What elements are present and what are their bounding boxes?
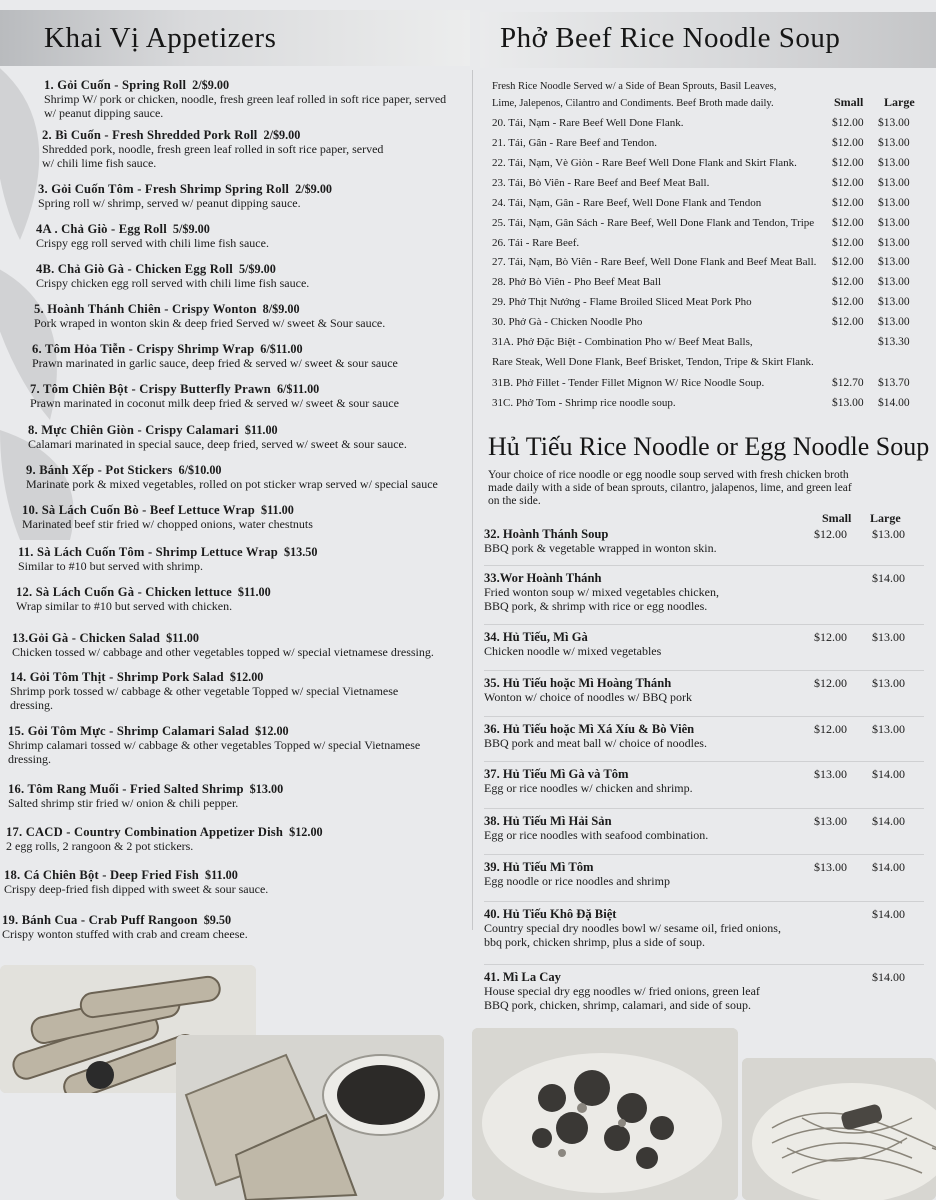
appetizer-item [44,78,446,120]
pho-large-price: $13.00 [878,117,910,129]
hu-tieu-item [484,722,924,750]
pho-large-price: $13.00 [878,137,910,149]
appetizer-description: Shrimp W/ pork or chicken, noodle, fresh green leaf rolled in soft rice paper, served [44,92,447,106]
appetizer-title: 6. Tôm Hỏa Tiễn - Crispy Shrimp Wrap [32,342,255,356]
hu-tieu-separator [484,761,924,762]
appetizer-description: Crispy egg roll served with chili lime fish sauce. [36,236,269,250]
appetizer-description: w/ peanut dipping sauce. [44,106,164,120]
appetizer-price: $11.00 [237,585,271,599]
appetizer-price: $12.00 [229,670,264,684]
hu-tieu-description: BBQ pork and meat ball w/ choice of noodles. [484,736,707,750]
appetizer-title: 4A . Chả Giò - Egg Roll [36,222,167,236]
pho-large-price: $13.00 [878,197,910,209]
appetizer-item [8,782,283,810]
pho-large-price: $13.00 [878,316,910,328]
pho-large-price: $13.00 [878,177,910,189]
noodle-illustration [742,1058,936,1200]
appetizer-price: 6/$11.00 [276,382,320,396]
hu-tieu-large-price: $14.00 [872,970,905,984]
pho-small-price: $12.00 [832,197,864,209]
appetizer-item [22,503,313,531]
appetizer-item [36,222,269,250]
hu-tieu-separator [484,808,924,809]
pho-item [492,197,924,215]
hu-tieu-title: 39. Hủ Tiếu Mì Tôm [484,860,594,874]
pho-item-name: 20. Tái, Nạm - Rare Beef Well Done Flank. [492,117,684,129]
pho-item [492,397,924,415]
hu-tieu-description: BBQ pork & vegetable wrapped in wonton skin. [484,541,717,555]
hu-tieu-item [484,571,924,613]
appetizer-description: Chicken tossed w/ cabbage and other vegetables topped w/ special vietnamese dressing. [12,645,434,659]
appetizer-price: 8/$9.00 [262,302,300,316]
appetizer-price: 6/$10.00 [178,463,222,477]
appetizers-heading: Khai Vị Appetizers [44,22,277,54]
appetizer-price: $12.00 [255,724,289,738]
appetizer-price: 2/$9.00 [295,182,333,196]
appetizer-price: 5/$9.00 [172,222,210,236]
hu-tieu-small-price: $13.00 [814,814,847,828]
hu-tieu-title: 40. Hủ Tiếu Khô Đặ Biệt [484,907,617,921]
pho-large-price: $13.00 [878,256,910,268]
pho-large-price: $13.00 [878,296,910,308]
appetizer-title: 15. Gỏi Tôm Mực - Shrimp Calamari Salad [8,724,250,738]
appetizer-price: $13.00 [249,782,284,796]
pho-item [492,157,924,175]
hu-tieu-separator [484,854,924,855]
pho-small-price: $12.00 [832,157,864,169]
hu-tieu-large-price: $13.00 [872,527,905,541]
hu-tieu-large-price: $13.00 [872,676,905,690]
pho-small-price: $12.00 [832,117,864,129]
pho-item-name: 25. Tái, Nạm, Gân Sách - Rare Beef, Well Done Flank and Tendon, Tripe [492,217,815,229]
pho-item-name: 23. Tái, Bò Viên - Rare Beef and Beef Meat Ball. [492,177,710,189]
pho-large-price: $13.00 [878,157,910,169]
pho-small-price: $12.00 [832,316,864,328]
hu-tieu-large-price: $13.00 [872,630,905,644]
appetizer-description: Shrimp calamari tossed w/ cabbage & other vegetables Topped w/ special Vietnamese [8,738,421,752]
hu-tieu-title: 37. Hủ Tiếu Mì Gà và Tôm [484,767,629,781]
pho-large-price: $13.00 [878,276,910,288]
appetizer-item [26,463,438,491]
pho-small-price: $12.00 [832,137,864,149]
pho-item [492,356,924,374]
hu-tieu-separator [484,565,924,566]
pho-intro [492,78,842,112]
stir-fry-illustration [472,1028,738,1200]
appetizer-description: Spring roll w/ shrimp, served w/ peanut dipping sauce. [38,196,301,210]
hu-tieu-description: BBQ pork, chicken, shrimp, calamari, and side of soup. [484,998,751,1012]
appetizer-title: 2. Bì Cuốn - Fresh Shredded Pork Roll [42,128,258,142]
appetizer-description: Prawn marinated in coconut milk deep fried & served w/ sweet & sour sauce [30,396,399,410]
appetizer-description: Salted shrimp stir fried w/ onion & chili pepper. [8,796,239,810]
pho-item [492,316,924,334]
hu-tieu-description: House special dry egg noodles w/ fried onions, green leaf [484,984,760,998]
appetizer-description: 2 egg rolls, 2 rangoon & 2 pot stickers. [6,839,194,853]
pho-item-name: 31A. Phở Đặc Biệt - Combination Pho w/ Beef Meat Balls, [492,336,753,348]
appetizer-description: dressing. [8,752,51,766]
pho-item-name: Rare Steak, Well Done Flank, Beef Brisket, Tendon, Tripe & Skirt Flank. [492,356,814,368]
hu-tieu-description: Chicken noodle w/ mixed vegetables [484,644,662,658]
appetizer-item [38,182,332,210]
appetizer-title: 12. Sà Lách Cuốn Gà - Chicken lettuce [16,585,232,599]
hu-tieu-title: 32. Hoành Thánh Soup [484,527,609,541]
pho-heading: Phở Beef Rice Noodle Soup [500,22,841,54]
pho-item [492,177,924,195]
pho-item [492,237,924,255]
pho-item [492,137,924,155]
noodle-photo [742,1058,936,1200]
hu-tieu-description: Wonton w/ choice of noodles w/ BBQ pork [484,690,693,704]
hu-tieu-item [484,767,924,795]
appetizer-description: Crispy deep-fried fish dipped with sweet & sour sauce. [4,882,269,896]
pho-item [492,296,924,314]
hu-tieu-large-label: Large [870,511,901,525]
appetizer-item [2,913,248,941]
appetizer-title: 8. Mực Chiên Giòn - Crispy Calamari [28,423,239,437]
pho-item-name: 28. Phở Bò Viên - Pho Beef Meat Ball [492,276,662,288]
appetizer-item [6,825,323,853]
appetizer-item [42,128,383,170]
appetizer-title: 4B. Chả Giò Gà - Chicken Egg Roll [36,262,233,276]
appetizer-title: 17. CACD - Country Combination Appetizer Dish [6,825,284,839]
hu-tieu-item [484,970,924,1012]
hu-tieu-small-price: $12.00 [814,630,847,644]
hu-tieu-large-price: $14.00 [872,860,905,874]
hu-tieu-description: Egg or rice noodles with seafood combination. [484,828,709,842]
appetizer-item [8,724,420,766]
hu-tieu-title: 35. Hủ Tiếu hoặc Mì Hoàng Thánh [484,676,672,690]
appetizer-description: Shredded pork, noodle, fresh green leaf rolled in soft rice paper, served [42,142,384,156]
appetizer-price: $13.50 [283,545,318,559]
appetizer-price: 2/$9.00 [263,128,301,142]
hu-tieu-item [484,907,924,949]
appetizer-description: Marinated beef stir fried w/ chopped onions, water chestnuts [22,517,313,531]
hu-tieu-intro-line: on the side. [488,495,541,507]
pho-item-name: 22. Tái, Nạm, Vè Giòn - Rare Beef Well Done Flank and Skirt Flank. [492,157,797,169]
pho-item-name: 24. Tái, Nạm, Gân - Rare Beef, Well Done Flank and Tendon [492,197,762,209]
hu-tieu-separator [484,624,924,625]
hu-tieu-description: bbq pork, chicken shrimp, plus a side of soup. [484,935,705,949]
hu-tieu-intro-line: made daily with a side of bean sprouts, cilantro, jalapenos, lime, and green leaf [488,482,852,494]
appetizer-title: 9. Bánh Xếp - Pot Stickers [26,463,173,477]
appetizer-description: Prawn marinated in garlic sauce, deep fried & served w/ sweet & sour sauce [32,356,398,370]
appetizer-description: Crispy chicken egg roll served with chili lime fish sauce. [36,276,310,290]
hu-tieu-item [484,630,924,658]
pho-small-price: $12.00 [832,177,864,189]
appetizer-item [34,302,385,330]
appetizer-item [18,545,317,573]
pho-large-price: $13.30 [878,336,910,348]
hu-tieu-description: BBQ pork, & shrimp with rice or egg noodles. [484,599,708,613]
hu-tieu-separator [484,901,924,902]
pho-item [492,256,924,274]
appetizer-price: $11.00 [260,503,294,517]
pho-item [492,336,924,354]
hu-tieu-large-price: $14.00 [872,767,905,781]
hu-tieu-small-price: $13.00 [814,767,847,781]
appetizer-title: 3. Gỏi Cuốn Tôm - Fresh Shrimp Spring Roll [38,182,290,196]
pho-small-price: $12.00 [832,217,864,229]
pho-small-label: Small [834,95,864,109]
pho-item-name: 31C. Phở Tom - Shrimp rice noodle soup. [492,397,676,409]
appetizer-price: $11.00 [205,868,238,882]
wonton-sauce-photo [176,1035,444,1200]
hu-tieu-large-price: $14.00 [872,907,905,921]
hu-tieu-description: Country special dry noodles bowl w/ sesame oil, fried onions, [484,921,781,935]
pho-large-price: $13.00 [878,217,910,229]
column-divider [472,70,473,930]
pho-small-price: $13.00 [832,397,864,409]
hu-tieu-item [484,860,924,888]
pho-large-price: $13.00 [878,237,910,249]
appetizer-description: dressing. [10,698,53,712]
appetizer-title: 19. Bánh Cua - Crab Puff Rangoon [2,913,198,927]
appetizer-title: 5. Hoành Thánh Chiên - Crispy Wonton [34,302,257,316]
pho-small-price: $12.70 [832,377,864,389]
pho-item [492,377,924,395]
hu-tieu-small-price: $12.00 [814,676,847,690]
appetizer-item [36,262,309,290]
pho-item [492,217,924,235]
hu-tieu-small-price: $13.00 [814,860,847,874]
pho-small-price: $12.00 [832,276,864,288]
pho-intro-line: Lime, Jalepenos, Cilantro and Condiments. Beef Broth made daily. [492,98,774,109]
appetizer-item [28,423,407,451]
appetizer-title: 18. Cá Chiên Bột - Deep Fried Fish [4,868,199,882]
hu-tieu-separator [484,964,924,965]
appetizer-description: Shrimp pork tossed w/ cabbage & other vegetable Topped w/ special Vietnamese [10,684,399,698]
appetizer-price: 2/$9.00 [192,78,230,92]
pho-item-name: 27. Tái, Nạm, Bò Viên - Rare Beef, Well Done Flank and Beef Meat Ball. [492,256,817,268]
hu-tieu-description: Egg noodle or rice noodles and shrimp [484,874,670,888]
hu-tieu-title: 36. Hủ Tiếu hoặc Mì Xá Xíu & Bò Viên [484,722,695,736]
appetizer-title: 16. Tôm Rang Muối - Fried Salted Shrimp [8,782,244,796]
pho-item-name: 26. Tái - Rare Beef. [492,237,580,249]
pho-small-price: $12.00 [832,237,864,249]
hu-tieu-large-price: $14.00 [872,814,905,828]
appetizer-item [16,585,271,613]
hu-tieu-title: 38. Hủ Tiếu Mì Hải Sản [484,814,612,828]
appetizer-title: 13.Gỏi Gà - Chicken Salad [12,631,161,645]
hu-tieu-description: Egg or rice noodles w/ chicken and shrimp. [484,781,693,795]
appetizer-title: 7. Tôm Chiên Bột - Crispy Butterfly Prawn [30,382,271,396]
appetizer-description: Pork wraped in wonton skin & deep fried Served w/ sweet & Sour sauce. [34,316,386,330]
appetizer-title: 11. Sà Lách Cuốn Tôm - Shrimp Lettuce Wrap [18,545,278,559]
hu-tieu-intro [488,469,918,508]
appetizer-item [30,382,399,410]
hu-tieu-small-label: Small [822,511,852,525]
wonton-sauce-illustration [176,1035,444,1200]
pho-small-price: $12.00 [832,256,864,268]
appetizer-price: $12.00 [289,825,323,839]
appetizer-description: Wrap similar to #10 but served with chicken. [16,599,233,613]
pho-large-price: $14.00 [878,397,910,409]
pho-intro-line: Fresh Rice Noodle Served w/ a Side of Bean Sprouts, Basil Leaves, [492,81,777,92]
hu-tieu-intro-line: Your choice of rice noodle or egg noodle soup served with fresh chicken broth [488,469,849,481]
hu-tieu-item [484,527,924,555]
appetizer-title: 10. Sà Lách Cuốn Bò - Beef Lettuce Wrap [22,503,255,517]
hu-tieu-separator [484,670,924,671]
appetizer-item [4,868,268,896]
hu-tieu-small-price: $12.00 [814,527,847,541]
appetizer-description: Calamari marinated in special sauce, deep fried, served w/ sweet & sour sauce. [28,437,407,451]
appetizer-price: 5/$9.00 [238,262,276,276]
appetizer-title: 1. Gỏi Cuốn - Spring Roll [44,78,187,92]
hu-tieu-title: 41. Mì La Cay [484,970,561,984]
appetizer-price: $11.00 [244,423,278,437]
pho-item-name: 21. Tái, Gân - Rare Beef and Tendon. [492,137,657,149]
hu-tieu-heading: Hủ Tiếu Rice Noodle or Egg Noodle Soup [488,432,930,461]
hu-tieu-item [484,814,924,842]
hu-tieu-large-price: $14.00 [872,571,905,585]
appetizer-item [12,631,434,659]
hu-tieu-title: 33.Wor Hoành Thánh [484,571,602,585]
appetizer-price: $9.50 [203,913,232,927]
hu-tieu-title: 34. Hủ Tiếu, Mì Gà [484,630,588,644]
appetizer-price: 6/$11.00 [260,342,303,356]
pho-item [492,276,924,294]
hu-tieu-description: Fried wonton soup w/ mixed vegetables chicken, [484,585,719,599]
hu-tieu-large-price: $13.00 [872,722,905,736]
appetizer-item [32,342,398,370]
appetizer-description: Similar to #10 but served with shrimp. [18,559,203,573]
hu-tieu-small-price: $12.00 [814,722,847,736]
pho-large-price: $13.70 [878,377,910,389]
pho-item-name: 30. Phở Gà - Chicken Noodle Pho [492,316,643,328]
appetizer-price: $11.00 [166,631,199,645]
appetizer-title: 14. Gỏi Tôm Thịt - Shrimp Pork Salad [10,670,224,684]
pho-item-name: 31B. Phở Fillet - Tender Fillet Mignon W/ Rice Noodle Soup. [492,377,765,389]
hu-tieu-separator [484,716,924,717]
stir-fry-photo [472,1028,738,1200]
appetizer-description: Crispy wonton stuffed with crab and cream cheese. [2,927,248,941]
hu-tieu-item [484,676,924,704]
pho-small-price: $12.00 [832,296,864,308]
appetizer-description: w/ chili lime fish sauce. [42,156,157,170]
pho-item-name: 29. Phở Thịt Nướng - Flame Broiled Sliced Meat Pork Pho [492,296,752,308]
appetizer-item [10,670,398,712]
pho-large-label: Large [884,95,915,109]
appetizer-description: Marinate pork & mixed vegetables, rolled on pot sticker wrap served w/ special sauce [26,477,438,491]
pho-item [492,117,924,135]
